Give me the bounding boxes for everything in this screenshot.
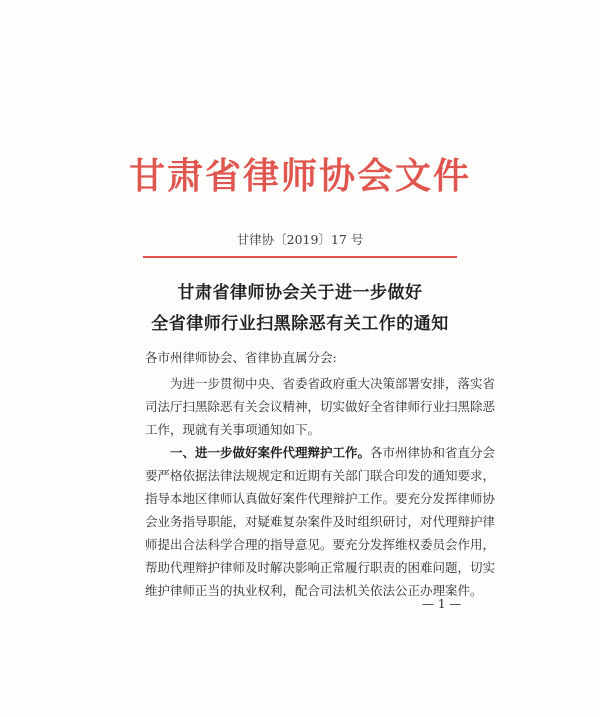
page-number: — 1 — [422, 597, 462, 611]
section-1-line-7: 维护律师正当的执业权利，配合司法机关依法公正办理案件。 [145, 583, 483, 598]
section-1-line-4: 会业务指导职能，对疑难复杂案件及时组织研讨，对代理辩护律 [145, 514, 496, 529]
section-1-line-5: 师提出合法科学合理的指导意见。要充分发挥维权委员会作用， [145, 537, 496, 552]
section-1-heading: 一、进一步做好案件代理辩护工作。 [170, 445, 371, 460]
intro-line-1: 为进一步贯彻中央、省委省政府重大决策部署安排，落实省 [170, 376, 496, 391]
letterhead-title: 甘肃省律师协会文件 [128, 156, 471, 197]
section-1-first-line [170, 441, 496, 465]
red-divider-line [143, 256, 457, 258]
intro-line-2: 司法厅扫黑除恶有关会议精神，切实做好全省律师行业扫黑除恶 [145, 399, 496, 414]
salutation: 各市州律师协会、省律协直属分会: [145, 350, 337, 365]
section-1-line-2: 要严格依据法律法规规定和近期有关部门联合印发的通知要求， [145, 468, 496, 483]
intro-line-3: 工作，现就有关事项通知如下。 [145, 422, 321, 437]
section-1-line-3: 指导本地区律师认真做好案件代理辩护工作。要充分发挥律师协 [145, 491, 496, 506]
section-1-line-6: 帮助代理辩护律师及时解决影响正常履行职责的困难问题，切实 [145, 560, 496, 575]
document-number: 甘律协〔2019〕17 号 [236, 232, 364, 247]
section-1-first-line-rest: 各市州律协和省直分会 [370, 445, 496, 460]
document-title-line-2: 全省律师行业扫黑除恶有关工作的通知 [151, 314, 449, 334]
document-title-line-1: 甘肃省律师协会关于进一步做好 [177, 283, 423, 303]
